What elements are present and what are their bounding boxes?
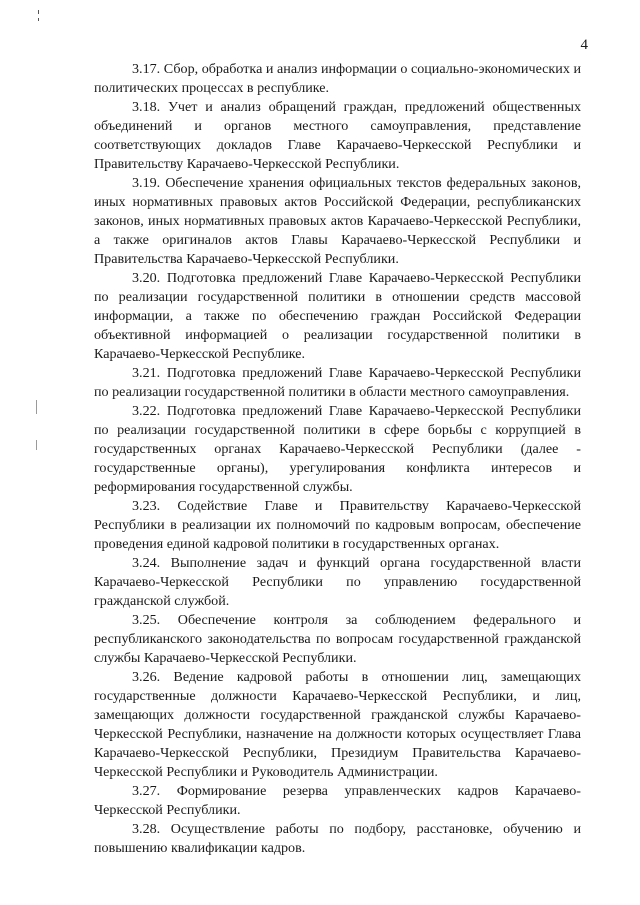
- paragraph-3-28: 3.28. Осуществление работы по подбору, расстановке, обучению и повышению квалификации кадров.: [94, 821, 581, 856]
- paragraph-3-21: 3.21. Подготовка предложений Главе Карачаево-Черкесской Республики по реализации государственной политики в области местного самоуправления.: [94, 365, 581, 400]
- paragraph-3-19: 3.19. Обеспечение хранения официальных текстов федеральных законов, иных нормативных правовых актов Российской Федерации, республиканских законов, иных нормативных правовых актов Карачаево-Черкесской Республики, а также оригиналов актов Главы Карачаево-Черкесской Республики и Правительства Карачаево-Черкесской Республики.: [94, 175, 581, 267]
- document-body: [94, 60, 581, 858]
- scan-mark: [38, 18, 39, 21]
- paragraph-3-20: 3.20. Подготовка предложений Главе Карачаево-Черкесской Республики по реализации государственной политики в отношении средств массовой информации, а также по обеспечению граждан Российской Федерации объективной информацией о реализации государственной политики в Карачаево-Черкесской Республике.: [94, 270, 581, 362]
- paragraph-3-26: 3.26. Ведение кадровой работы в отношении лиц, замещающих государственные должности Карачаево-Черкесской Республики, и лиц, замещающих должности государственной гражданской службы Карачаево-Черкесской Республики, назначение на должности которых осуществляет Глава Карачаево-Черкесской Республики, Президиум Правительства Карачаево-Черкесской Республики и Руководитель Администрации.: [94, 669, 581, 780]
- binding-edge-mark: [36, 400, 37, 414]
- page-number: 4: [580, 37, 588, 53]
- paragraph-3-18: 3.18. Учет и анализ обращений граждан, предложений общественных объединений и органов местного самоуправления, представление соответствующих докладов Главе Карачаево-Черкесской Республики и Правительству Карачаево-Черкесской Республики.: [94, 99, 581, 172]
- paragraph-3-25: 3.25. Обеспечение контроля за соблюдением федерального и республиканского законодательства по вопросам государственной гражданской службы Карачаево-Черкесской Республики.: [94, 612, 581, 666]
- paragraph-3-17: 3.17. Сбор, обработка и анализ информации о социально-экономических и политических процессах в республике.: [94, 61, 581, 96]
- paragraph-3-22: 3.22. Подготовка предложений Главе Карачаево-Черкесской Республики по реализации государственной политики в сфере борьбы с коррупцией в государственных органах Карачаево-Черкесской Республики (далее - государственные органы), урегулирования конфликта интересов и реформирования государственной службы.: [94, 403, 581, 495]
- scan-mark: [38, 10, 39, 14]
- binding-edge-mark: [36, 440, 37, 450]
- paragraph-3-24: 3.24. Выполнение задач и функций органа государственной власти Карачаево-Черкесской Республики по управлению государственной гражданской службой.: [94, 555, 581, 609]
- paragraph-3-27: 3.27. Формирование резерва управленческих кадров Карачаево-Черкесской Республики.: [94, 783, 581, 818]
- paragraph-3-23: 3.23. Содействие Главе и Правительству Карачаево-Черкесской Республики в реализации их полномочий по кадровым вопросам, обеспечение проведения единой кадровой политики в государственных органах.: [94, 498, 581, 552]
